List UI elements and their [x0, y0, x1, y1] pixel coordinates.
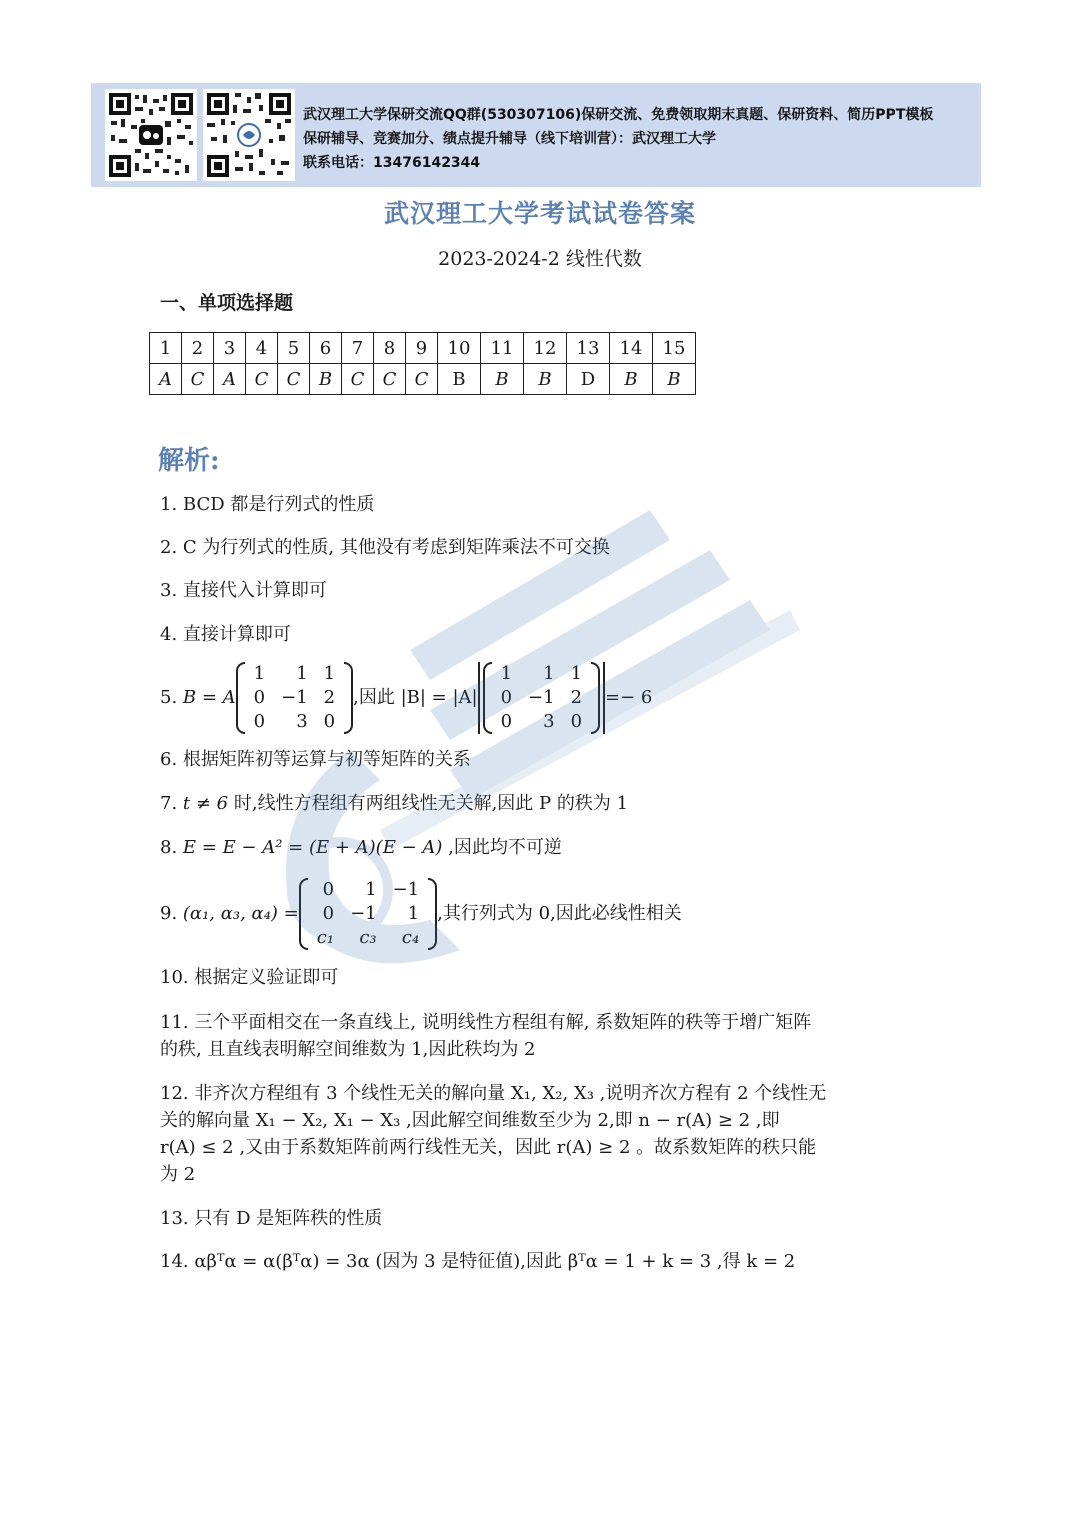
math-lhs: B = A: [182, 687, 236, 708]
analysis-item-1: 1. BCD 都是行列式的性质: [160, 494, 375, 515]
analysis-item-2: 2. C 为行列式的性质, 其他没有考虑到矩阵乘法不可交换: [160, 537, 610, 558]
analysis-heading: 解析:: [158, 446, 220, 476]
matrix-cell: 2: [323, 687, 336, 708]
matrix-cell: 1: [570, 663, 583, 684]
analysis-item-8: [160, 834, 562, 862]
math-mid: ,因此 |B| = |A|: [353, 687, 478, 708]
page-title: 武汉理工大学考试试卷答案: [383, 199, 696, 228]
matrix-cell: 1: [500, 663, 513, 684]
matrix-cell: 3: [543, 711, 555, 732]
matrix-cell: 0: [322, 879, 335, 900]
banner-line-1: 武汉理工大学保研交流QQ群(530307106)保研交流、免费领取期末真题、保研资料、简历PPT模板: [303, 107, 934, 123]
table-cell: 10: [438, 333, 481, 364]
banner-contact: 联系电话：13476142344: [303, 155, 481, 171]
table-cell: B: [524, 364, 567, 395]
table-cell: B: [653, 364, 696, 395]
table-cell: 12: [524, 333, 567, 364]
table-cell: 8: [374, 333, 406, 364]
table-cell: 14: [610, 333, 653, 364]
analysis-item-12-line-4: 为 2: [160, 1164, 196, 1185]
table-cell: D: [567, 364, 610, 395]
matrix-cell: 1: [323, 663, 336, 684]
math-result: =− 6: [605, 687, 653, 708]
matrix-cell: 1: [543, 663, 555, 684]
analysis-item-13: 13. 只有 D 是矩阵秩的性质: [160, 1208, 383, 1229]
matrix-cell: 2: [570, 687, 583, 708]
table-cell: 1: [150, 333, 182, 364]
analysis-item-5: [160, 662, 652, 734]
table-cell: 6: [310, 333, 342, 364]
matrix-cell: 3: [296, 711, 308, 732]
table-cell: A: [150, 364, 182, 395]
item-text: 时,线性方程组有两组线性无关解,因此 P 的秩为 1: [228, 793, 629, 814]
table-cell: 3: [214, 333, 246, 364]
matrix-cell: −1: [392, 879, 420, 900]
table-cell: 5: [278, 333, 310, 364]
analysis-item-12-line-2: 关的解向量 X₁ − X₂, X₁ − X₃ ,因此解空间维数至少为 2,即 n − r(A) ≥ 2 ,即: [160, 1110, 780, 1131]
math-expression: t ≠ 6: [182, 793, 229, 814]
table-cell: 2: [182, 333, 214, 364]
table-cell: B: [610, 364, 653, 395]
answer-table: [149, 332, 696, 395]
analysis-item-11-line-2: 的秩, 且直线表明解空间维数为 1,因此秩均为 2: [160, 1039, 536, 1060]
matrix-cell: 0: [322, 903, 335, 924]
qr-code-group: [203, 89, 295, 181]
matrix-cell: 0: [570, 711, 583, 732]
analysis-item-12-line-1: 12. 非齐次方程组有 3 个线性无关的解向量 X₁, X₂, X₃ ,说明齐次方程有 2 个线性无: [160, 1083, 827, 1104]
item-text: ,其行列式为 0,因此必线性相关: [437, 903, 682, 924]
table-cell: B: [310, 364, 342, 395]
matrix-cell: 0: [500, 711, 513, 732]
matrix-cell: c₁: [316, 927, 335, 948]
answer-table-numbers-row: [150, 333, 696, 364]
table-cell: C: [406, 364, 438, 395]
matrix-cell: 1: [296, 663, 308, 684]
table-cell: 4: [246, 333, 278, 364]
matrix-cell: −1: [281, 687, 308, 708]
table-cell: 9: [406, 333, 438, 364]
matrix-cell: 1: [253, 663, 266, 684]
table-cell: B: [481, 364, 524, 395]
determinant: [478, 662, 605, 734]
matrix-cell: 0: [253, 687, 266, 708]
section-heading: 一、单项选择题: [160, 292, 294, 314]
table-cell: B: [438, 364, 481, 395]
analysis-item-12-line-3: r(A) ≤ 2 ,又由于系数矩阵前两行线性无关，因此 r(A) ≥ 2 。故系数矩阵的秩只能: [160, 1137, 817, 1158]
table-cell: 15: [653, 333, 696, 364]
answer-table-answers-row: [150, 364, 696, 395]
item-prefix: 5.: [160, 687, 183, 708]
item-prefix: 7.: [160, 793, 183, 814]
item-prefix: 9.: [160, 903, 183, 924]
table-cell: C: [246, 364, 278, 395]
matrix-cell: −1: [528, 687, 555, 708]
analysis-item-7: [160, 790, 628, 818]
analysis-item-11-line-1: 11. 三个平面相交在一条直线上, 说明线性方程组有解, 系数矩阵的秩等于增广矩阵: [160, 1012, 812, 1033]
item-text: ,因此均不可逆: [442, 837, 562, 858]
matrix: [483, 662, 600, 734]
table-cell: C: [342, 364, 374, 395]
matrix-cell: 0: [253, 711, 266, 732]
analysis-item-4: 4. 直接计算即可: [160, 624, 291, 645]
table-cell: 11: [481, 333, 524, 364]
table-cell: 13: [567, 333, 610, 364]
matrix-cell: c₄: [401, 927, 420, 948]
table-cell: 7: [342, 333, 374, 364]
analysis-item-6: 6. 根据矩阵初等运算与初等矩阵的关系: [160, 749, 471, 770]
analysis-item-10: 10. 根据定义验证即可: [160, 967, 339, 988]
table-cell: C: [278, 364, 310, 395]
table-cell: C: [374, 364, 406, 395]
matrix: [299, 878, 437, 950]
qr-code-wechat: [105, 89, 197, 181]
math-expression: E = E − A² = (E + A)(E − A): [182, 837, 443, 858]
matrix-cell: −1: [350, 903, 377, 924]
matrix-cell: 1: [365, 879, 377, 900]
analysis-item-3: 3. 直接代入计算即可: [160, 580, 327, 601]
analysis-item-9: [160, 876, 682, 952]
analysis-item-14: 14. αβᵀα = α(βᵀα) = 3α (因为 3 是特征值),因此 βᵀα = 1 + k = 3 ,得 k = 2: [160, 1251, 796, 1272]
header-banner: [91, 83, 981, 187]
matrix: [236, 662, 353, 734]
matrix-cell: 0: [500, 687, 513, 708]
math-lhs: (α₁, α₃, α₄) =: [182, 903, 299, 924]
matrix-cell: 1: [407, 903, 420, 924]
matrix-cell: c₃: [359, 927, 377, 948]
table-cell: C: [182, 364, 214, 395]
banner-line-2: 保研辅导、竞赛加分、绩点提升辅导（线下培训营）：武汉理工大学: [303, 131, 716, 147]
table-cell: A: [214, 364, 246, 395]
matrix-cell: 0: [323, 711, 336, 732]
page-subtitle: 2023-2024-2 线性代数: [438, 248, 642, 270]
item-prefix: 8.: [160, 837, 183, 858]
